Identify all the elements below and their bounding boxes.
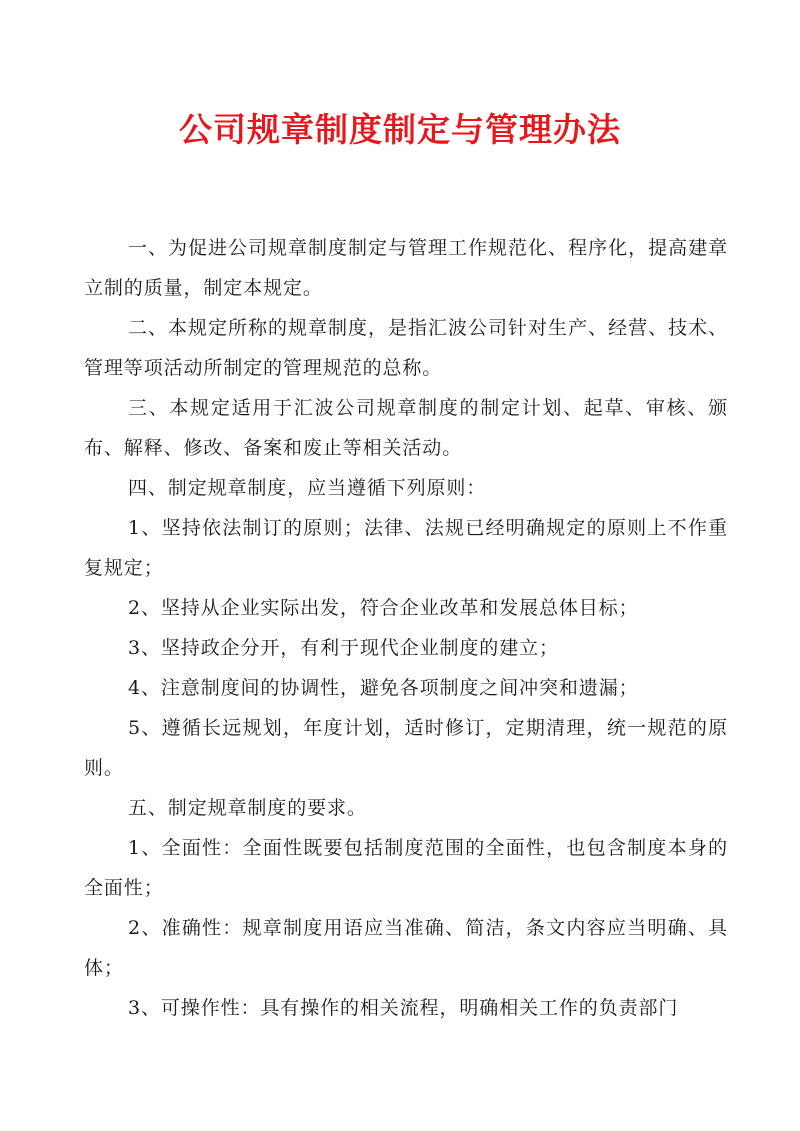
paragraph-13: 3、可操作性：具有操作的相关流程，明确相关工作的负责部门 xyxy=(128,997,679,1019)
paragraph-7: 3、坚持政企分开，有利于现代企业制度的建立； xyxy=(128,637,559,659)
paragraph-4: 四、制定规章制度，应当遵循下列原则： xyxy=(128,477,487,499)
paragraph-2: 二、本规定所称的规章制度，是指汇波公司针对生产、经营、技术、管理等项活动所制定的管理规范的总称。 xyxy=(84,317,728,379)
document-body xyxy=(84,228,728,1028)
paragraph-9: 5、遵循长远规划，年度计划，适时修订，定期清理，统一规范的原则。 xyxy=(84,717,728,779)
paragraph-12: 2、准确性：规章制度用语应当准确、简洁，条文内容应当明确、具体； xyxy=(84,917,728,979)
paragraph-6: 2、坚持从企业实际出发，符合企业改革和发展总体目标； xyxy=(128,597,639,619)
paragraph-3: 三、本规定适用于汇波公司规章制度的制定计划、起草、审核、颁布、解释、修改、备案和废止等相关活动。 xyxy=(84,397,728,459)
document-title: 公司规章制度制定与管理办法 xyxy=(179,110,621,149)
paragraph-10: 五、制定规章制度的要求。 xyxy=(128,797,367,819)
paragraph-5: 1、坚持依法制订的原则；法律、法规已经明确规定的原则上不作重复规定； xyxy=(84,517,728,579)
paragraph-11: 1、全面性：全面性既要包括制度范围的全面性，也包含制度本身的全面性； xyxy=(84,837,728,899)
paragraph-8: 4、注意制度间的协调性，避免各项制度之间冲突和遗漏； xyxy=(128,677,639,699)
paragraph-1: 一、为促进公司规章制度制定与管理工作规范化、程序化，提高建章立制的质量，制定本规定。 xyxy=(84,237,728,299)
